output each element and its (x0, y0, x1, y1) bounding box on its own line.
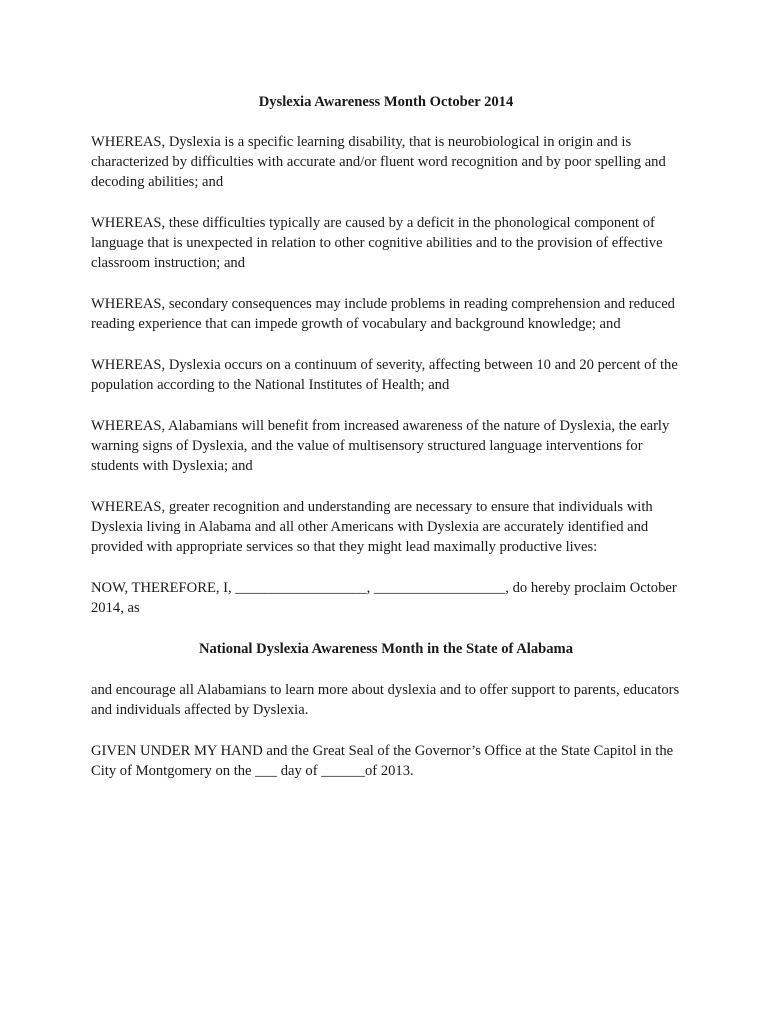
whereas-paragraph-4: WHEREAS, Dyslexia occurs on a continuum of severity, affecting between 10 and 20 percent of the population according to the National Institutes of Health; and (91, 357, 678, 393)
whereas-paragraph-1: WHEREAS, Dyslexia is a specific learning disability, that is neurobiological in origin and is characterized by difficulties with accurate and/or fluent word recognition and by poor spelling and decoding abilities; and (91, 134, 666, 190)
whereas-paragraph-5: WHEREAS, Alabamians will benefit from increased awareness of the nature of Dyslexia, the early warning signs of Dyslexia, and the value of multisensory structured language interventions for students with Dyslexia; and (91, 418, 670, 474)
whereas-paragraph-3: WHEREAS, secondary consequences may include problems in reading comprehension and reduced reading experience that can impede growth of vocabulary and background knowledge; and (91, 296, 675, 332)
encourage-paragraph: and encourage all Alabamians to learn more about dyslexia and to offer support to parents, educators and individuals affected by Dyslexia. (91, 682, 680, 718)
whereas-paragraph-6: WHEREAS, greater recognition and understanding are necessary to ensure that individuals with Dyslexia living in Alabama and all other Americans with Dyslexia are accurately identified and provided with appropriate services so that they might lead maximally productive lives: (91, 499, 653, 555)
given-under-hand-paragraph: GIVEN UNDER MY HAND and the Great Seal of the Governor’s Office at the State Capitol in the City of Montgomery on the ___ day of ______of 2013. (91, 743, 674, 779)
proclamation-subtitle: National Dyslexia Awareness Month in the State of Alabama (198, 641, 574, 657)
document-body (91, 92, 681, 802)
whereas-paragraph-2: WHEREAS, these difficulties typically are caused by a deficit in the phonological component of language that is unexpected in relation to other cognitive abilities and to the provision of effective classroom instruction; and (91, 215, 663, 271)
proclamation-paragraph: NOW, THEREFORE, I, __________________, __________________, do hereby proclaim October 2014, as (91, 580, 677, 616)
document-title: Dyslexia Awareness Month October 2014 (258, 94, 514, 110)
